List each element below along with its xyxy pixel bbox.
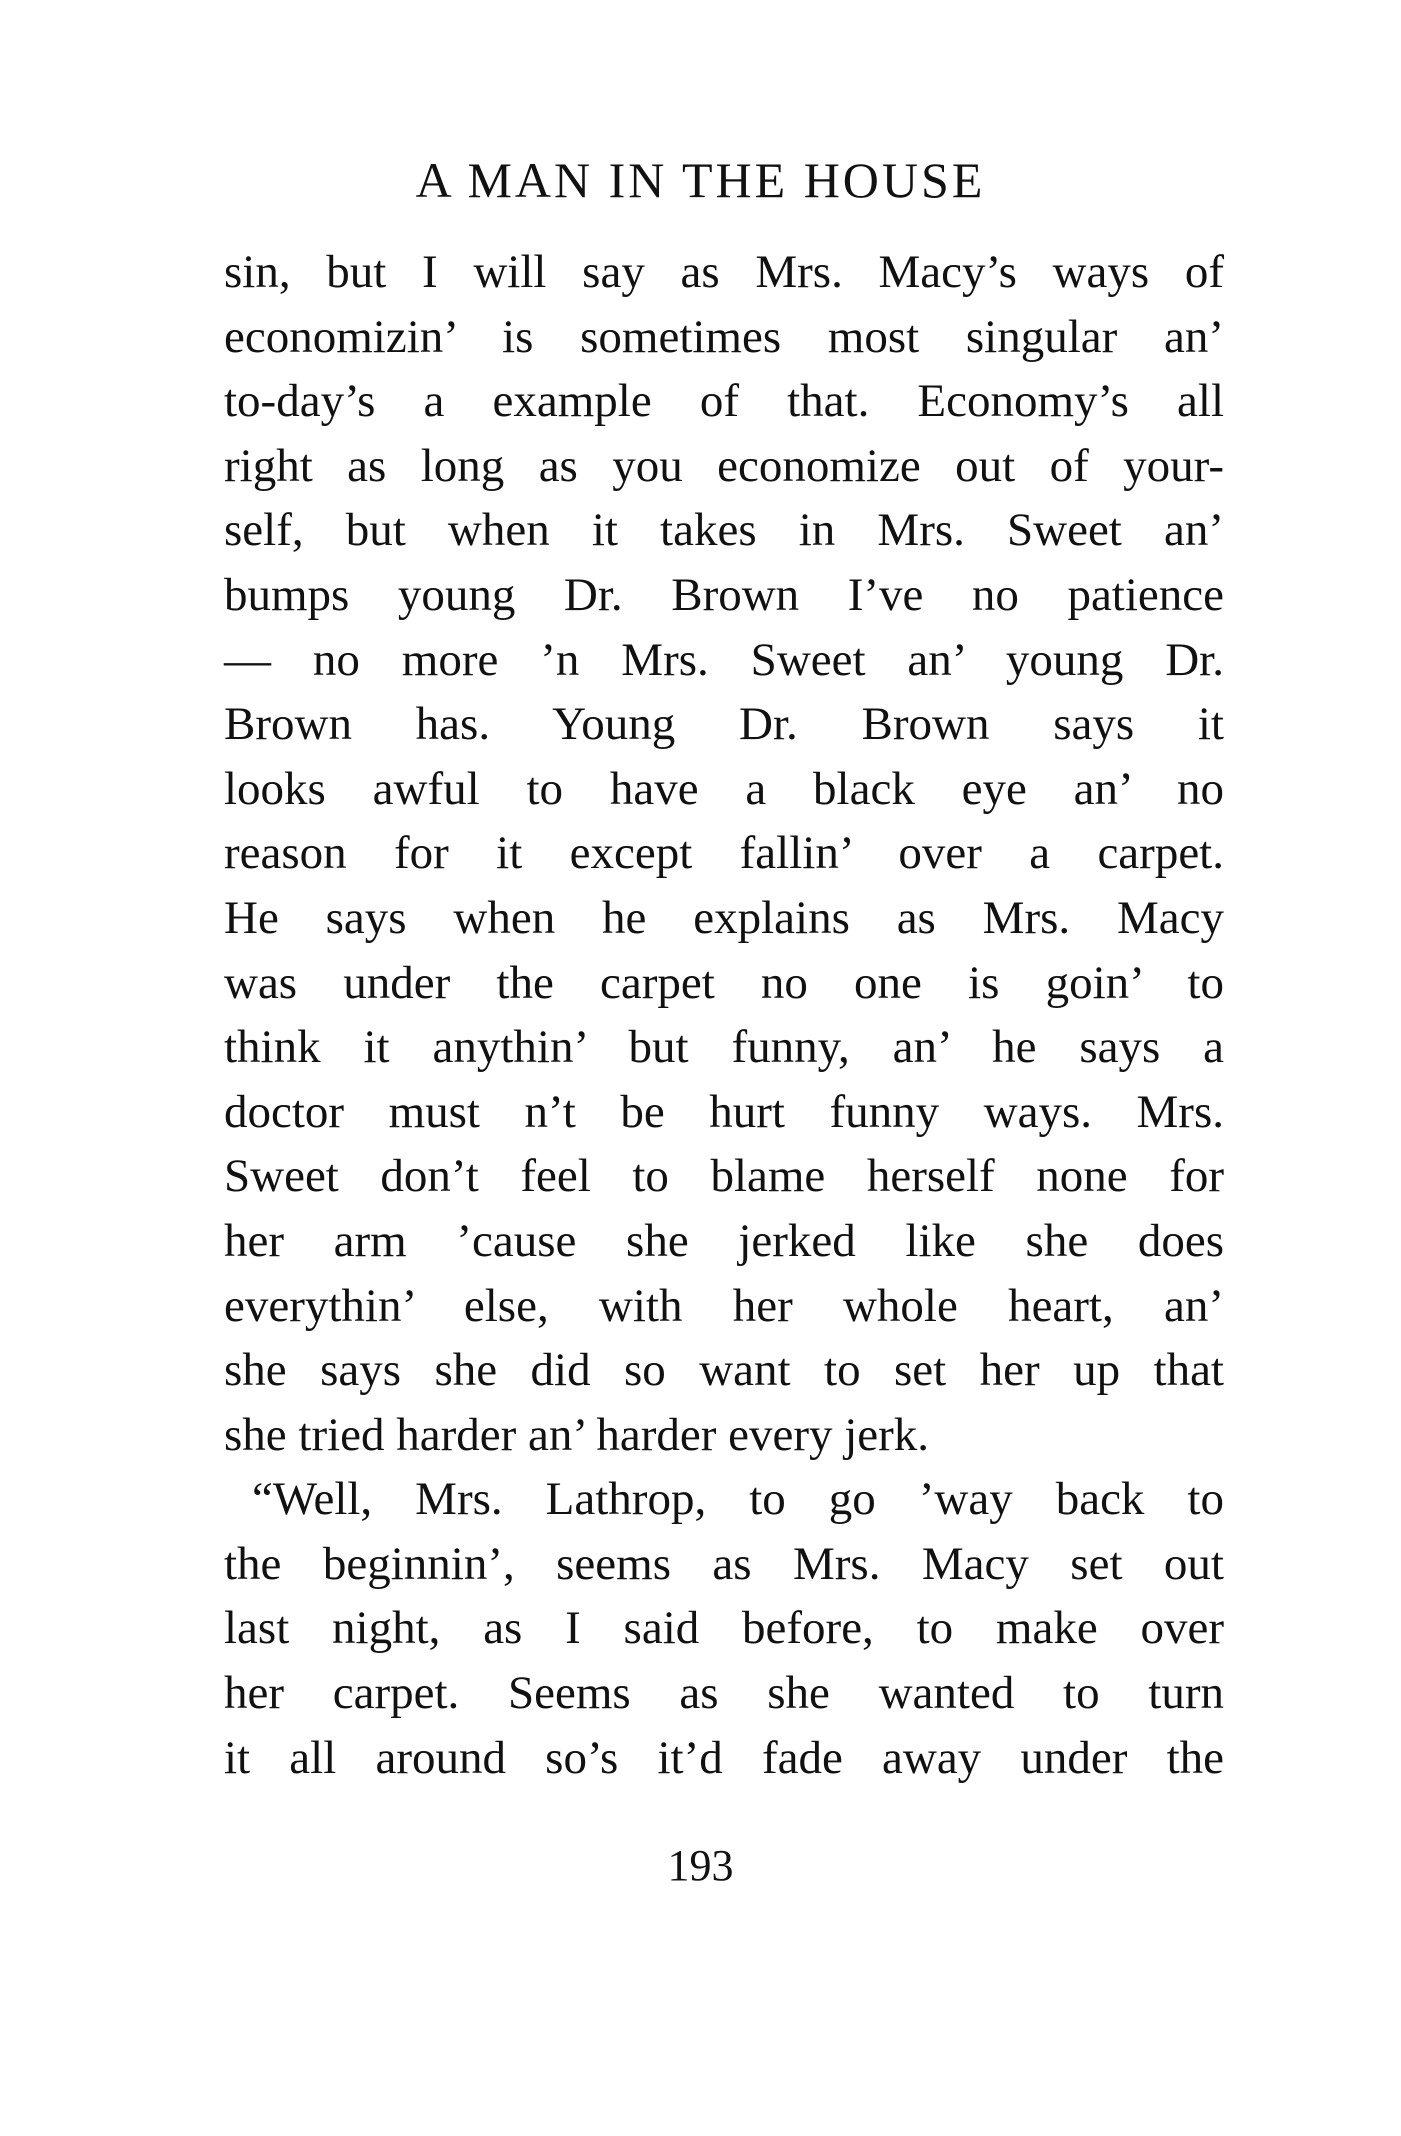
text-line: everythin’ else, with her whole heart, an’ [224, 1279, 1224, 1332]
text-line-paragraph-end: she tried harder an’ harder every jerk. [224, 1408, 930, 1461]
text-line: reason for it except fallin’ over a carpet. [224, 827, 1224, 880]
body-text [224, 240, 1224, 1790]
text-line: last night, as I said before, to make over [224, 1602, 1224, 1655]
running-head: A MAN IN THE HOUSE [415, 152, 986, 208]
text-line: think it anythin’ but funny, an’ he says a [224, 1021, 1224, 1074]
text-line: to-day’s a example of that. Economy’s all [224, 375, 1224, 428]
page-number: 193 [667, 1841, 734, 1890]
text-line: doctor must n’t be hurt funny ways. Mrs. [224, 1085, 1224, 1138]
text-line: bumps young Dr. Brown I’ve no patience [224, 568, 1224, 621]
text-line: Sweet don’t feel to blame herself none for [224, 1150, 1224, 1203]
text-line: economizin’ is sometimes most singular an’ [224, 310, 1224, 363]
text-line: the beginnin’, seems as Mrs. Macy set out [224, 1537, 1224, 1590]
text-line-paragraph-start: “Well, Mrs. Lathrop, to go ’way back to [252, 1473, 1224, 1526]
text-line: it all around so’s it’d fade away under the [224, 1731, 1224, 1784]
text-line: right as long as you economize out of your- [224, 439, 1224, 492]
text-line: she says she did so want to set her up that [224, 1344, 1224, 1397]
text-line: her carpet. Seems as she wanted to turn [224, 1667, 1224, 1720]
text-line: was under the carpet no one is goin’ to [224, 956, 1224, 1009]
text-line: sin, but I will say as Mrs. Macy’s ways of [224, 246, 1224, 298]
text-line: her arm ’cause she jerked like she does [224, 1214, 1224, 1267]
text-line: — no more ’n Mrs. Sweet an’ young Dr. [224, 633, 1224, 686]
text-line: He says when he explains as Mrs. Macy [224, 891, 1224, 944]
text-line: self, but when it takes in Mrs. Sweet an’ [224, 504, 1224, 557]
text-line: looks awful to have a black eye an’ no [224, 762, 1224, 815]
text-line: Brown has. Young Dr. Brown says it [224, 698, 1224, 751]
